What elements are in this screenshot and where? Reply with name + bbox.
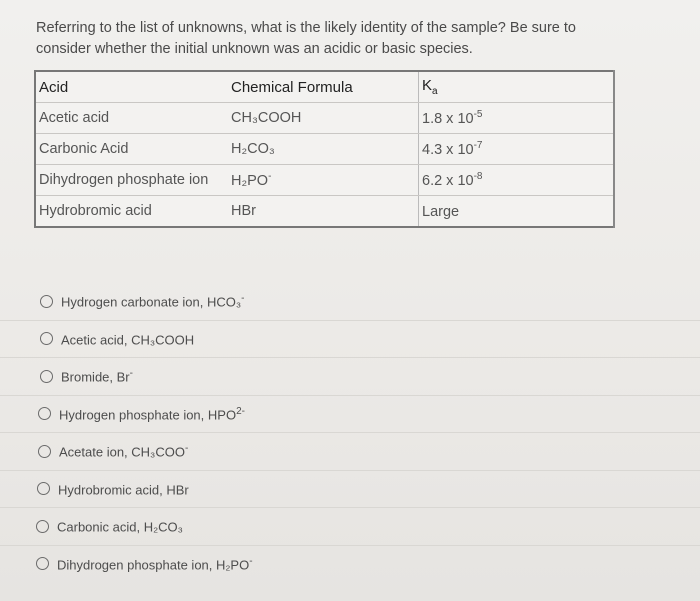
acid-formula: H₂PO- bbox=[228, 165, 419, 196]
option-label: Hydrogen phosphate ion, $HPO^{2-}$ bbox=[59, 405, 245, 422]
answer-options bbox=[0, 283, 700, 582]
table-row bbox=[35, 103, 614, 134]
option-dihydrogen-phosphate[interactable] bbox=[0, 545, 700, 583]
radio-button[interactable] bbox=[40, 370, 53, 383]
option-label: Carbonic acid, H₂CO₃ bbox=[57, 519, 183, 535]
radio-button[interactable] bbox=[38, 407, 51, 420]
unknowns-table bbox=[34, 70, 615, 228]
acid-ka: 4.3 x $10^{-7}$ bbox=[419, 134, 615, 165]
option-bromide[interactable] bbox=[0, 357, 700, 395]
acid-formula: CH₃COOH bbox=[228, 103, 419, 134]
option-acetic-acid[interactable] bbox=[0, 320, 700, 358]
radio-button[interactable] bbox=[36, 520, 49, 533]
acid-ka: 6.2 x $10^{-8}$ bbox=[419, 165, 615, 196]
acid-name: Carbonic Acid bbox=[35, 134, 228, 165]
table-header-row bbox=[35, 71, 614, 103]
acid-formula: HBr bbox=[228, 196, 419, 228]
option-hydrobromic-acid[interactable] bbox=[0, 470, 700, 508]
acid-name: Hydrobromic acid bbox=[35, 196, 228, 228]
option-label: Acetate ion, CH₃COO- bbox=[59, 443, 189, 460]
acid-formula: H₂CO₃ bbox=[228, 134, 419, 165]
option-label: Bromide, Br- bbox=[61, 368, 133, 385]
radio-button[interactable] bbox=[40, 332, 53, 345]
table-row bbox=[35, 196, 614, 228]
option-label: Hydrogen carbonate ion, HCO₃- bbox=[61, 293, 245, 310]
option-acetate-ion[interactable] bbox=[0, 432, 700, 470]
table-row bbox=[35, 134, 614, 165]
table-row bbox=[35, 165, 614, 196]
option-carbonic-acid[interactable] bbox=[0, 507, 700, 545]
radio-button[interactable] bbox=[36, 557, 49, 570]
acid-ka: Large bbox=[419, 196, 615, 228]
acid-name: Acetic acid bbox=[35, 103, 228, 134]
radio-button[interactable] bbox=[40, 295, 53, 308]
question-text: Referring to the list of unknowns, what is the likely identity of the sample? Be sure to consider whether the initial unknown was an acidic or basic species. bbox=[36, 20, 576, 57]
option-label: Dihydrogen phosphate ion, H₂PO- bbox=[57, 555, 253, 572]
header-ka: $K_a$ bbox=[419, 71, 615, 103]
option-label: Hydrobromic acid, HBr bbox=[58, 481, 189, 497]
option-hydrogen-carbonate[interactable] bbox=[0, 283, 700, 320]
acid-name: Dihydrogen phosphate ion bbox=[35, 165, 228, 196]
radio-button[interactable] bbox=[37, 482, 50, 495]
option-label: Acetic acid, CH₃COOH bbox=[61, 331, 195, 347]
option-hydrogen-phosphate[interactable] bbox=[0, 395, 700, 433]
acid-ka: 1.8 x $10^{-5}$ bbox=[419, 103, 615, 134]
radio-button[interactable] bbox=[38, 445, 51, 458]
header-acid: Acid bbox=[35, 71, 228, 103]
header-formula: Chemical Formula bbox=[228, 71, 419, 103]
